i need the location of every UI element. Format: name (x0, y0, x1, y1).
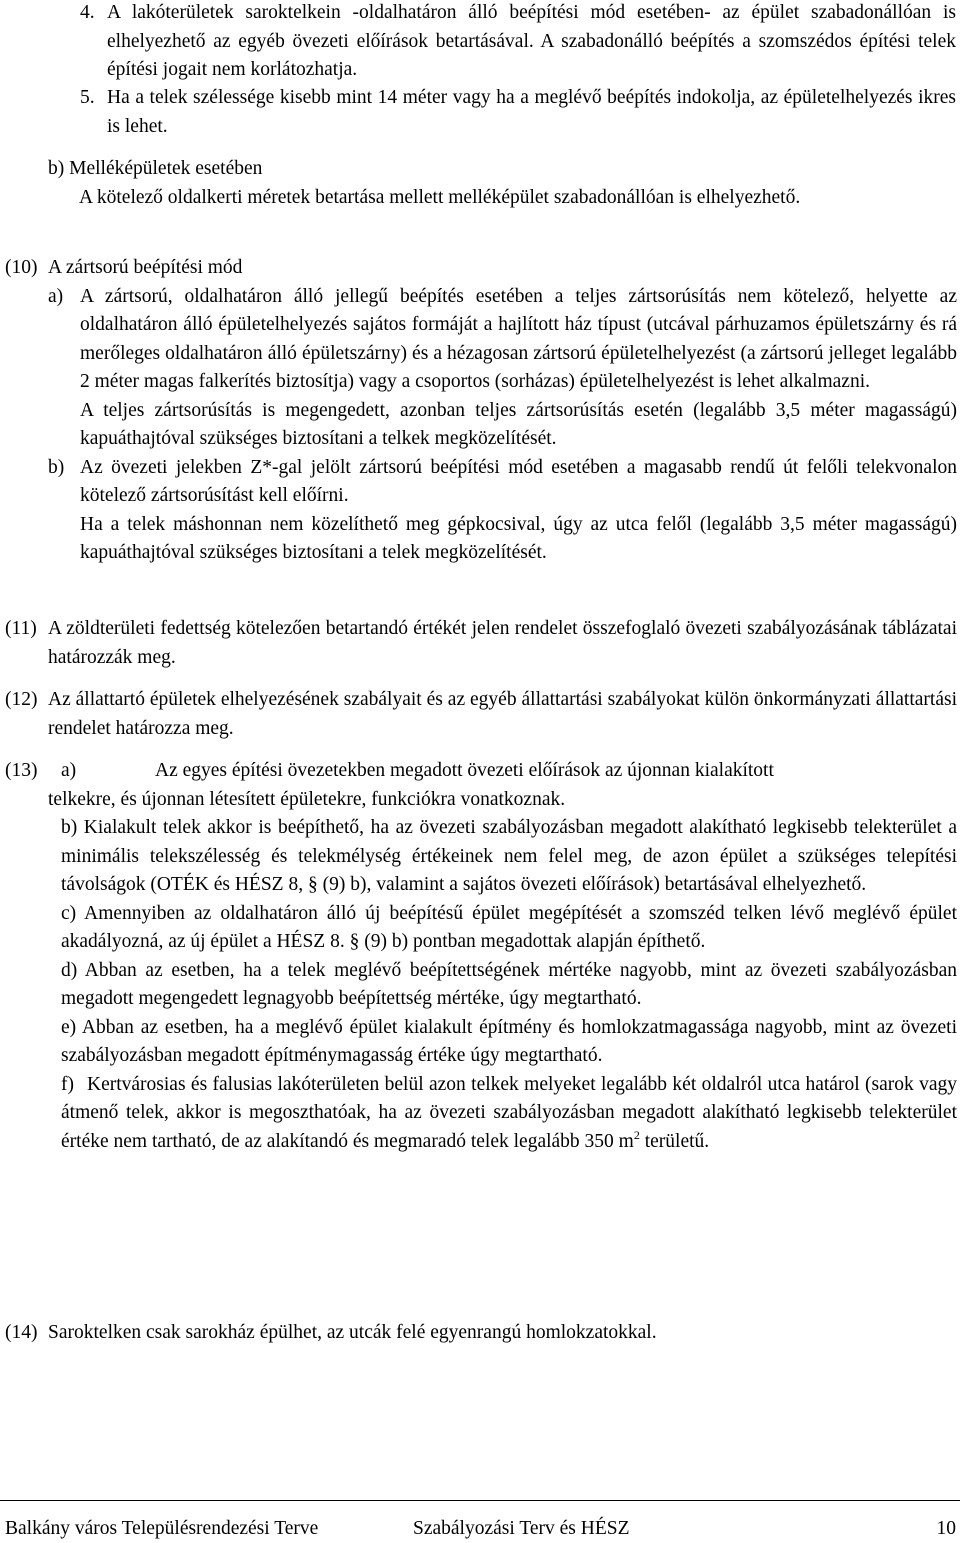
section-10-b-text: Az övezeti jelekben Z*-gal jelölt zártsorú beépítési mód esetében a magasabb rendű út felőli telekvonalon kötelező zártsorúsítást kell előírni. (80, 456, 957, 506)
section-10-a-text-2: A teljes zártsorúsítás is megengedett, azonban teljes zártsorúsítás esetén (legalább 3,5 méter magasságú) kapuáthajtóval szükséges biztosítani a telkek megközelítését. (80, 399, 957, 449)
section-13-a-rest: telkekre, és újonnan létesített épületekre, funkciókra vonatkoznak. (48, 788, 566, 810)
item-5 (80, 84, 956, 141)
item-4 (80, 0, 956, 85)
section-12-text: Az állattartó épületek elhelyezésének szabályait és az egyéb állattartási szabályokat külön önkormányzati állattartási rendelet határozza meg. (48, 689, 957, 739)
footer-document-title: Balkány város Településrendezési Terve (5, 1518, 319, 1539)
item-b-text: A kötelező oldalkerti méretek betartása mellett melléképület szabadonállóan is elhelyezhető. (79, 186, 801, 208)
section-13-a-first-line: Az egyes építési övezetekben megadott övezeti előírások az újonnan kialakított (155, 760, 774, 781)
section-13 (5, 757, 957, 1156)
section-11-text: A zöldterületi fedettség kötelezően betartandó értékét jelen rendelet összefoglaló övezeti szabályozásának táblázatai határozzák meg. (48, 618, 957, 668)
item-5-number: 5. (80, 87, 95, 108)
section-12 (5, 686, 957, 743)
footer-page-number: 10 (936, 1518, 956, 1539)
item-5-text: Ha a telek szélessége kisebb mint 14 méter vagy ha a meglévő beépítés indokolja, az épületelhelyezés ikres is lehet. (107, 87, 956, 137)
item-b-outbuildings (48, 155, 952, 212)
section-14-number: (14) (5, 1322, 38, 1343)
section-10-b-label: b) (48, 456, 65, 478)
footer-section-title: Szabályozási Terv és HÉSZ (413, 1518, 630, 1539)
item-b-label: b) Melléképületek esetében (48, 158, 263, 179)
section-12-number: (12) (5, 689, 38, 710)
item-4-number: 4. (80, 2, 95, 23)
section-13-a-label: a) (61, 760, 77, 781)
section-13-c-text: c) Amennyiben az oldalhatáron álló új beépítésű épület megépítését a szomszéd telken lévő meglévő épület akadályozná, az új épület a HÉSZ 8. § (9) b) pontban megadottak alapján építhető. (61, 902, 957, 952)
section-13-b-text: b) Kialakult telek akkor is beépíthető, ha az övezeti szabályozásban megadott alakítható legkisebb telekterület a minimális telekszélesség és telekmélység értékeinek nem felel meg, de azon épület a szükséges telepítési távolságok (OTÉK és HÉSZ 8, § (9) b), valamint a sajátos övezeti előírások) betartásával elhelyezhető. (61, 817, 957, 895)
page-footer (0, 1500, 960, 1542)
section-13-f-label: f) (61, 1073, 74, 1095)
section-13-f-end: területű. (639, 1130, 710, 1152)
section-13-f-body: Kertvárosias és falusias lakóterületen belül azon telkek melyeket legalább két oldalról utca határol (sarok vagy átmenő telek, akkor is megoszthatóak, ha az övezeti szabályozásban megadott alakítható legkisebb telekterület értéke nem tartható, de az alakítandó és megmaradó telek legalább 350 m (61, 1073, 957, 1152)
section-10-number: (10) (5, 257, 38, 278)
section-14-text: Saroktelken csak sarokház épülhet, az utcák felé egyenrangú homlokzatokkal. (48, 1322, 657, 1343)
section-10-a-text: A zártsorú, oldalhatáron álló jellegű beépítés esetében a teljes zártsorúsítás nem kötelező, helyette az oldalhatáron álló épületelhelyezés sajátos formáját a hajlított ház típust (utcával párhuzamos épületszárny és rá merőleges oldalhatáron álló épületszárny) és a hézagosan zártsorú épületelhelyezést (a zártsorú jelleget legalább 2 méter magas falkerítés biztosítja) vagy a csoportos (sorházas) épületelhelyezést is lehet alkalmazni. (80, 285, 957, 392)
section-13-e-text: e) Abban az esetben, ha a meglévő épület kialakult építmény és homlokzatmagassága nagyobb, mint az övezeti szabályozásban megadott építménymagasság értéke úgy megtartható. (61, 1016, 957, 1066)
section-13-d-text: d) Abban az esetben, ha a telek meglévő beépítettségének mértéke nagyobb, mint az övezeti szabályozásban megadott megengedett legnagyobb beépítettség mértéke, úgy megtartható. (61, 959, 957, 1009)
section-11-number: (11) (5, 618, 37, 639)
item-4-text: A lakóterületek saroktelkein -oldalhatáron álló beépítési mód esetében- az épület szabadonállóan is elhelyezhető az egyéb övezeti előírások betartásával. A szabadonálló beépítés a szomszédos építési telek építési jogait nem korlátozhatja. (107, 2, 956, 80)
section-13-f-superscript: 2 (633, 1127, 640, 1142)
section-10-a-label: a) (48, 285, 64, 307)
section-11 (5, 615, 957, 672)
section-13-number: (13) (5, 760, 38, 781)
section-10-b-text-2: Ha a telek máshonnan nem közelíthető meg gépkocsival, úgy az utca felől (legalább 3,5 méter magasságú) kapuáthajtóval szükséges biztosítani a telek megközelítését. (80, 513, 957, 563)
section-10-title: A zártsorú beépítési mód (48, 257, 243, 278)
section-10 (5, 254, 957, 568)
section-13-f-text (61, 1071, 957, 1157)
section-14 (5, 1319, 957, 1348)
